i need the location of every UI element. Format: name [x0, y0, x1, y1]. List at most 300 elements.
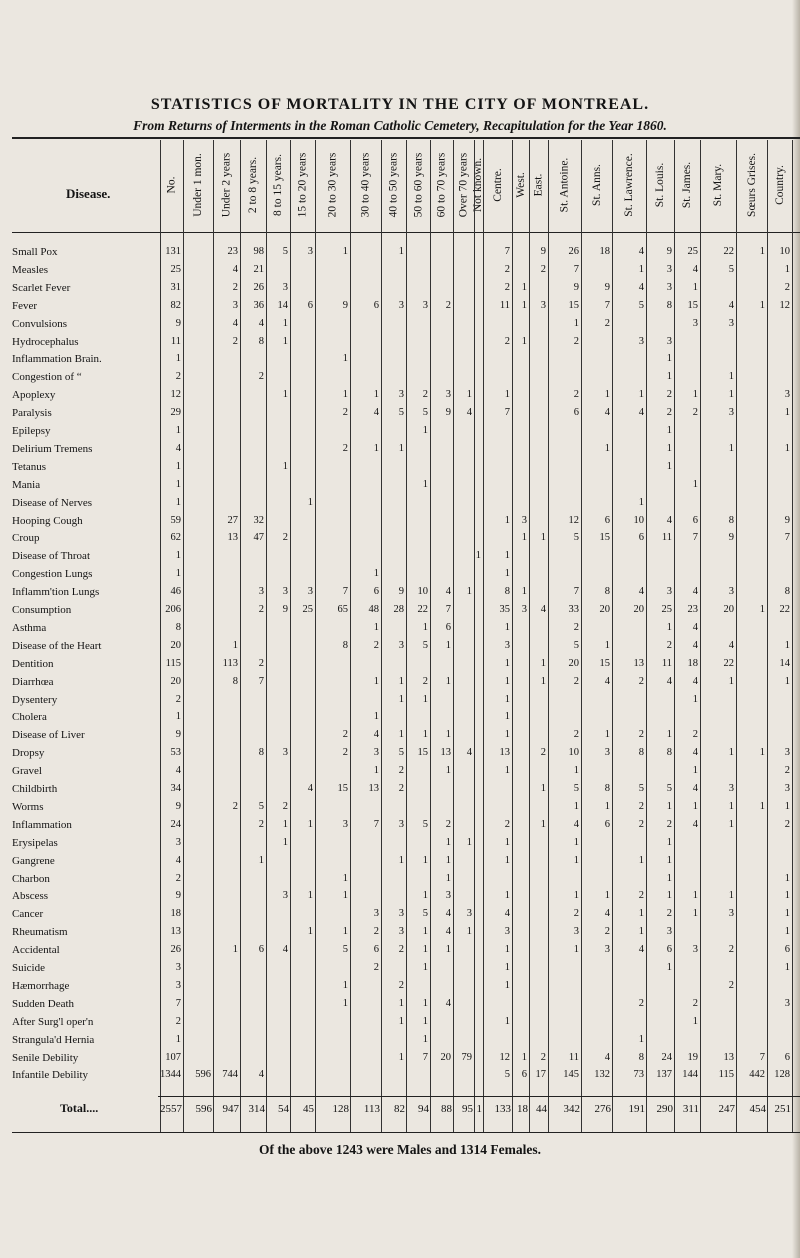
table-cell: 4	[692, 783, 698, 794]
table-cell: 47	[253, 532, 264, 544]
table-cell: 9	[175, 890, 181, 902]
table-cell: 3	[728, 783, 734, 794]
table-cell: 1	[638, 1033, 644, 1045]
column-header-country	[765, 140, 795, 230]
row-label-h-morrhage: Hæmorrhage	[12, 979, 70, 992]
table-cell: 4	[638, 586, 644, 598]
table-cell: 82	[170, 299, 181, 311]
column-header-30-to-40-years	[351, 140, 381, 230]
table-cell: 2	[373, 962, 379, 973]
table-cell: 3	[604, 747, 610, 759]
column-divider	[792, 140, 793, 1132]
table-cell: 3	[521, 604, 527, 615]
table-cell: 1	[175, 568, 181, 580]
table-cell: 8	[342, 639, 348, 651]
table-cell: 1	[666, 962, 672, 973]
table-cell: 1	[422, 944, 428, 956]
table-cell: 11	[661, 657, 672, 669]
table-cell: 4	[258, 1069, 264, 1081]
table-cell: 6	[573, 407, 579, 419]
table-cell: 2	[692, 729, 698, 741]
table-cell: 1	[666, 800, 672, 812]
table-cell: 2	[692, 997, 698, 1009]
table-cell: 1	[373, 442, 379, 454]
table-cell: 23	[687, 604, 698, 615]
table-cell: 3	[307, 246, 313, 257]
table-cell: 1	[307, 890, 313, 902]
table-cell: 27	[227, 514, 238, 526]
table-cell: 1	[422, 962, 428, 973]
table-cell: 13	[368, 783, 379, 794]
table-cell: 1	[175, 496, 181, 508]
table-cell: 5	[573, 783, 579, 794]
table-cell: 2	[342, 442, 348, 454]
table-cell: 8	[175, 621, 181, 633]
table-cell: 1	[638, 263, 644, 275]
table-cell: 6	[445, 621, 451, 633]
table-cell: 4	[604, 675, 610, 687]
table-cell: 20	[723, 604, 734, 615]
table-cell: 1	[759, 800, 765, 812]
table-cell: 8	[504, 586, 510, 598]
table-cell: 2	[573, 389, 579, 401]
table-cell: 29	[170, 407, 181, 419]
table-cell: 1	[504, 1015, 510, 1027]
table-cell: 3	[282, 586, 288, 598]
table-cell: 4	[175, 442, 181, 454]
table-cell: 9	[282, 604, 288, 615]
row-label-charbon: Charbon	[12, 872, 50, 885]
table-cell: 8	[604, 783, 610, 794]
table-cell: 1	[282, 389, 288, 401]
table-cell: 4	[638, 281, 644, 293]
total-cell: 88	[441, 1103, 452, 1115]
table-cell: 3	[445, 890, 451, 902]
table-cell: 2	[666, 818, 672, 830]
table-cell: 2	[232, 335, 238, 347]
table-cell: 9	[175, 800, 181, 812]
table-cell: 4	[692, 747, 698, 759]
column-divider	[453, 140, 454, 1132]
table-cell: 1	[540, 783, 546, 794]
table-cell: 1	[521, 299, 527, 311]
table-cell: 2	[342, 729, 348, 741]
table-cell: 1	[504, 765, 510, 777]
row-label-measles: Measles	[12, 263, 49, 276]
table-cell: 1	[422, 729, 428, 741]
table-cell: 1	[504, 962, 510, 973]
column-header-label: West.	[514, 172, 527, 198]
table-cell: 1	[504, 890, 510, 902]
table-cell: 9	[666, 246, 672, 257]
table-cell: 8	[232, 675, 238, 687]
table-cell: 9	[604, 281, 610, 293]
table-cell: 1	[282, 460, 288, 472]
table-cell: 31	[170, 281, 181, 293]
table-cell: 1	[504, 693, 510, 705]
table-cell: 13	[440, 747, 451, 759]
table-cell: 3	[398, 299, 404, 311]
row-label-inflamm-tion-lungs: Inflamm'tion Lungs	[12, 586, 100, 599]
total-cell: 95	[462, 1103, 473, 1115]
table-cell: 3	[398, 639, 404, 651]
table-cell: 2	[728, 979, 734, 991]
table-cell: 6	[521, 1069, 527, 1081]
row-label-abscess: Abscess	[12, 890, 49, 903]
table-cell: 4	[638, 944, 644, 956]
table-cell: 115	[718, 1069, 734, 1081]
table-cell: 1	[728, 442, 734, 454]
table-cell: 5	[638, 783, 644, 794]
table-cell: 6	[604, 818, 610, 830]
table-cell: 3	[504, 639, 510, 651]
table-cell: 12	[568, 514, 579, 526]
row-label-dentition: Dentition	[12, 657, 54, 670]
table-cell: 1	[232, 639, 238, 651]
table-cell: 9	[784, 514, 790, 526]
table-cell: 21	[253, 263, 264, 275]
table-cell: 6	[784, 944, 790, 956]
table-cell: 1	[445, 639, 451, 651]
table-cell: 2	[638, 818, 644, 830]
row-label-disease-of-the-heart: Disease of the Heart	[12, 639, 102, 652]
total-cell: 128	[332, 1103, 349, 1115]
table-cell: 14	[779, 657, 790, 669]
table-cell: 4	[445, 908, 451, 920]
table-cell: 9	[540, 246, 546, 257]
table-cell: 1	[504, 675, 510, 687]
table-cell: 1344	[160, 1069, 181, 1081]
table-cell: 11	[661, 532, 672, 544]
total-cell: 342	[563, 1103, 580, 1115]
table-cell: 4	[604, 407, 610, 419]
row-label-tetanus: Tetanus	[12, 460, 47, 473]
table-cell: 62	[170, 532, 181, 544]
column-header-st-louis	[645, 140, 675, 230]
row-label-inflammation: Inflammation	[12, 818, 72, 831]
table-cell: 3	[422, 299, 428, 311]
table-cell: 53	[170, 747, 181, 759]
table-cell: 2	[638, 675, 644, 687]
table-cell: 1	[728, 818, 734, 830]
top-rule	[12, 137, 800, 139]
table-cell: 5	[728, 263, 734, 275]
table-cell: 1	[422, 1015, 428, 1027]
table-cell: 4	[466, 747, 472, 759]
total-cell: 947	[222, 1103, 239, 1115]
table-cell: 1	[666, 442, 672, 454]
table-cell: 6	[604, 514, 610, 526]
table-cell: 3	[666, 263, 672, 275]
table-cell: 4	[232, 317, 238, 329]
table-cell: 11	[568, 1051, 579, 1063]
total-cell: 314	[248, 1103, 265, 1115]
row-label-hydrocephalus: Hydrocephalus	[12, 335, 79, 348]
table-cell: 65	[337, 604, 348, 615]
table-cell: 1	[521, 335, 527, 347]
table-cell: 8	[784, 586, 790, 598]
table-cell: 2	[398, 979, 404, 991]
column-header-label: St. Mary.	[712, 163, 725, 207]
table-cell: 1	[666, 621, 672, 633]
disease-column-header: Disease.	[66, 186, 111, 201]
row-label-dropsy: Dropsy	[12, 747, 45, 760]
row-label-congestion-of: Congestion of “	[12, 371, 82, 384]
table-cell: 2	[638, 890, 644, 902]
page-title: STATISTICS OF MORTALITY IN THE CITY OF MONTREAL.	[150, 96, 650, 113]
table-cell: 1	[175, 1033, 181, 1045]
table-cell: 1	[784, 800, 790, 812]
table-cell: 25	[170, 263, 181, 275]
table-cell: 1	[728, 389, 734, 401]
row-label-disease-of-nerves: Disease of Nerves	[12, 496, 93, 509]
table-cell: 1	[445, 675, 451, 687]
table-cell: 13	[170, 926, 181, 938]
row-label-small-pox: Small Pox	[12, 246, 58, 258]
table-cell: 8	[666, 299, 672, 311]
column-header-label: Centre.	[491, 168, 504, 202]
table-cell: 3	[258, 586, 264, 598]
total-cell: 454	[749, 1103, 766, 1115]
table-cell: 1	[692, 281, 698, 293]
table-cell: 13	[633, 657, 644, 669]
row-label-fever: Fever	[12, 299, 38, 312]
table-cell: 3	[784, 389, 790, 401]
table-cell: 8	[666, 747, 672, 759]
table-cell: 3	[666, 926, 672, 938]
table-cell: 1	[521, 586, 527, 598]
row-label-rheumatism: Rheumatism	[12, 926, 68, 939]
table-cell: 7	[342, 586, 348, 598]
table-cell: 5	[422, 908, 428, 920]
table-cell: 48	[368, 604, 379, 615]
table-cell: 3	[398, 389, 404, 401]
table-cell: 1	[784, 926, 790, 938]
table-cell: 1	[175, 711, 181, 723]
table-cell: 3	[282, 747, 288, 759]
table-cell: 1	[307, 496, 313, 508]
table-cell: 5	[398, 407, 404, 419]
table-cell: 13	[723, 1051, 734, 1063]
row-label-apoplexy: Apoplexy	[12, 389, 56, 402]
table-cell: 1	[573, 765, 579, 777]
table-cell: 2	[666, 389, 672, 401]
table-cell: 2	[692, 407, 698, 419]
table-cell: 25	[661, 604, 672, 615]
table-cell: 1	[445, 836, 451, 848]
table-cell: 1	[373, 389, 379, 401]
table-cell: 137	[656, 1069, 672, 1081]
table-cell: 5	[258, 800, 264, 812]
table-cell: 5	[666, 783, 672, 794]
table-cell: 2	[282, 800, 288, 812]
table-cell: 4	[604, 1051, 610, 1063]
table-cell: 2	[445, 299, 451, 311]
table-cell: 1	[342, 872, 348, 884]
table-cell: 1	[728, 371, 734, 383]
table-cell: 2	[666, 407, 672, 419]
table-cell: 2	[604, 926, 610, 938]
table-cell: 3	[638, 335, 644, 347]
table-cell: 744	[222, 1069, 238, 1081]
table-cell: 1	[728, 890, 734, 902]
table-cell: 1	[692, 478, 698, 490]
table-cell: 113	[222, 657, 238, 669]
table-cell: 1	[784, 263, 790, 275]
table-cell: 15	[599, 657, 610, 669]
table-cell: 1	[784, 962, 790, 973]
table-cell: 3	[373, 908, 379, 920]
table-cell: 2	[784, 765, 790, 777]
total-label: Total....	[60, 1101, 99, 1115]
table-cell: 1	[445, 872, 451, 884]
total-cell: 54	[278, 1103, 289, 1115]
table-cell: 26	[568, 246, 579, 257]
table-cell: 2	[175, 371, 181, 383]
table-cell: 1	[445, 729, 451, 741]
table-cell: 26	[253, 281, 264, 293]
table-cell: 1	[540, 675, 546, 687]
table-cell: 8	[638, 1051, 644, 1063]
table-cell: 1	[784, 407, 790, 419]
row-label-convulsions: Convulsions	[12, 317, 68, 330]
table-cell: 5	[398, 747, 404, 759]
total-cell: 1	[476, 1103, 482, 1115]
table-cell: 7	[759, 1051, 765, 1063]
column-divider	[290, 140, 291, 1132]
total-cell: 276	[594, 1103, 611, 1115]
table-cell: 1	[604, 800, 610, 812]
table-cell: 1	[759, 299, 765, 311]
table-cell: 3	[540, 299, 546, 311]
table-cell: 1	[175, 550, 181, 562]
table-cell: 4	[540, 604, 546, 615]
table-cell: 4	[692, 639, 698, 651]
table-cell: 1	[573, 800, 579, 812]
total-cell: 94	[418, 1103, 429, 1115]
table-cell: 1	[540, 818, 546, 830]
table-cell: 1	[342, 926, 348, 938]
table-cell: 2	[638, 729, 644, 741]
table-cell: 1	[422, 890, 428, 902]
table-cell: 3	[666, 335, 672, 347]
table-cell: 1	[504, 389, 510, 401]
table-cell: 18	[170, 908, 181, 920]
table-cell: 9	[398, 586, 404, 598]
table-cell: 3	[521, 514, 527, 526]
table-cell: 2	[398, 944, 404, 956]
table-cell: 19	[687, 1051, 698, 1063]
table-cell: 7	[373, 818, 379, 830]
column-header-label: East.	[532, 173, 545, 197]
total-cell: 251	[774, 1103, 791, 1115]
column-divider	[406, 140, 407, 1132]
table-cell: 1	[422, 693, 428, 705]
column-header-label: 60 to 70 years	[435, 152, 448, 218]
table-cell: 4	[175, 854, 181, 866]
row-label-consumption: Consumption	[12, 604, 72, 616]
table-cell: 3	[784, 747, 790, 759]
table-cell: 1	[504, 729, 510, 741]
column-header-label: 2 to 8 years.	[247, 156, 259, 214]
total-cell: 247	[718, 1103, 735, 1115]
table-cell: 1	[759, 604, 765, 615]
table-cell: 1	[666, 371, 672, 383]
table-cell: 59	[170, 514, 181, 526]
table-cell: 3	[728, 317, 734, 329]
table-cell: 73	[633, 1069, 644, 1081]
column-header-label: 15 to 20 years	[296, 152, 309, 218]
table-cell: 7	[692, 532, 698, 544]
row-label-gravel: Gravel	[12, 765, 42, 778]
table-cell: 15	[568, 299, 579, 311]
table-cell: 1	[504, 944, 510, 956]
column-divider	[529, 140, 530, 1132]
table-cell: 1	[466, 926, 472, 938]
table-cell: 4	[282, 944, 288, 956]
table-cell: 1	[445, 854, 451, 866]
table-cell: 9	[445, 407, 451, 419]
table-cell: 7	[604, 299, 610, 311]
table-cell: 20	[170, 639, 181, 651]
table-cell: 442	[749, 1069, 765, 1081]
table-cell: 5	[422, 639, 428, 651]
table-cell: 4	[638, 407, 644, 419]
table-cell: 1	[573, 890, 579, 902]
row-label-childbirth: Childbirth	[12, 783, 58, 795]
table-cell: 3	[175, 962, 181, 973]
table-cell: 1	[666, 854, 672, 866]
table-cell: 6	[373, 944, 379, 956]
table-cell: 4	[573, 818, 579, 830]
table-cell: 6	[307, 299, 313, 311]
table-cell: 5	[282, 246, 288, 257]
row-label-delirium-tremens: Delirium Tremens	[12, 442, 93, 455]
table-cell: 1	[504, 854, 510, 866]
table-cell: 2	[784, 281, 790, 293]
table-cell: 15	[337, 783, 348, 794]
table-cell: 1	[573, 317, 579, 329]
table-cell: 3	[282, 890, 288, 902]
table-cell: 145	[563, 1069, 579, 1081]
table-cell: 2	[504, 263, 510, 275]
column-header-label: St. Antoine.	[558, 157, 571, 213]
table-cell: 1	[373, 711, 379, 723]
table-cell: 2	[728, 944, 734, 956]
table-cell: 2	[175, 693, 181, 705]
table-cell: 4	[728, 299, 734, 311]
table-cell: 1	[307, 818, 313, 830]
table-cell: 2	[540, 1051, 546, 1063]
column-header-label: St. Anns.	[590, 164, 603, 206]
table-cell: 1	[422, 478, 428, 490]
table-cell: 2	[445, 818, 451, 830]
table-cell: 1	[342, 353, 348, 365]
row-label-sudden-death: Sudden Death	[12, 997, 75, 1010]
table-cell: 128	[774, 1069, 790, 1081]
total-cell: 191	[628, 1103, 645, 1115]
table-cell: 1	[521, 1051, 527, 1063]
table-cell: 3	[692, 317, 698, 329]
row-label-after-surg-l-oper-n: After Surg'l oper'n	[12, 1015, 94, 1028]
table-cell: 6	[638, 532, 644, 544]
table-cell: 1	[373, 621, 379, 633]
table-cell: 3	[342, 818, 348, 830]
row-label-scarlet-fever: Scarlet Fever	[12, 281, 71, 294]
table-cell: 4	[666, 675, 672, 687]
table-cell: 2	[232, 281, 238, 293]
table-cell: 1	[466, 586, 472, 598]
